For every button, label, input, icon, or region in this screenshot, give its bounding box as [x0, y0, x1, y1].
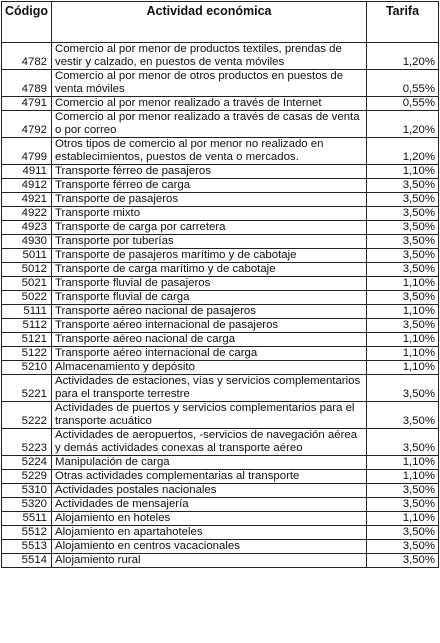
- table-row: [2, 375, 439, 402]
- activity-cell: Alojamiento en apartahoteles: [52, 526, 367, 540]
- activity-cell: Actividades de mensajería: [52, 498, 367, 512]
- code-cell: 4789: [2, 70, 52, 97]
- rate-cell: 3,50%: [367, 221, 439, 235]
- rate-cell: 1,10%: [367, 165, 439, 179]
- table-row: [2, 263, 439, 277]
- table-row: [2, 193, 439, 207]
- table-row: [2, 333, 439, 347]
- code-cell: 5221: [2, 375, 52, 402]
- activity-cell: Alojamiento en hoteles: [52, 512, 367, 526]
- activity-cell: Almacenamiento y depósito: [52, 361, 367, 375]
- activity-rate-table: [1, 1, 439, 568]
- table-row: [2, 165, 439, 179]
- table-row: [2, 43, 439, 70]
- activity-cell: Transporte de carga por carretera: [52, 221, 367, 235]
- table-row: [2, 97, 439, 111]
- activity-cell: Transporte férreo de carga: [52, 179, 367, 193]
- rate-cell: 3,50%: [367, 179, 439, 193]
- code-cell: 5011: [2, 249, 52, 263]
- code-cell: 4923: [2, 221, 52, 235]
- rate-cell: 3,50%: [367, 554, 439, 568]
- activity-cell: Alojamiento en centros vacacionales: [52, 540, 367, 554]
- rate-cell: 1,10%: [367, 361, 439, 375]
- code-cell: 5222: [2, 402, 52, 429]
- table-row: [2, 361, 439, 375]
- code-cell: 5229: [2, 470, 52, 484]
- rate-cell: 3,50%: [367, 207, 439, 221]
- table-row: [2, 291, 439, 305]
- rate-cell: 3,50%: [367, 375, 439, 402]
- activity-cell: Comercio al por menor de otros productos en puestos de venta móviles: [52, 70, 367, 97]
- table-row: [2, 207, 439, 221]
- rate-cell: 1,10%: [367, 277, 439, 291]
- activity-cell: Actividades de puertos y servicios complementarios para el transporte acuático: [52, 402, 367, 429]
- activity-cell: Actividades de estaciones, vías y servicios complementarios para el transporte terrestre: [52, 375, 367, 402]
- code-cell: 4792: [2, 111, 52, 138]
- activity-cell: Transporte férreo de pasajeros: [52, 165, 367, 179]
- code-cell: 4912: [2, 179, 52, 193]
- table-row: [2, 305, 439, 319]
- activity-cell: Manipulación de carga: [52, 456, 367, 470]
- activity-cell: Transporte fluvial de carga: [52, 291, 367, 305]
- table-row: [2, 470, 439, 484]
- header-code: Código: [2, 2, 52, 43]
- activity-cell: Alojamiento rural: [52, 554, 367, 568]
- code-cell: 5012: [2, 263, 52, 277]
- rate-cell: 3,50%: [367, 319, 439, 333]
- activity-cell: Transporte por tuberías: [52, 235, 367, 249]
- table-row: [2, 526, 439, 540]
- table-row: [2, 402, 439, 429]
- activity-cell: Comercio al por menor realizado a través de casas de venta o por correo: [52, 111, 367, 138]
- code-cell: 5021: [2, 277, 52, 291]
- table-row: [2, 319, 439, 333]
- rate-cell: 0,55%: [367, 97, 439, 111]
- header-row: [2, 2, 439, 43]
- activity-cell: Transporte mixto: [52, 207, 367, 221]
- activity-cell: Transporte de pasajeros marítimo y de cabotaje: [52, 249, 367, 263]
- code-cell: 5224: [2, 456, 52, 470]
- activity-cell: Otros tipos de comercio al por menor no realizado en establecimientos, puestos de venta o mercados.: [52, 138, 367, 165]
- activity-cell: Transporte aéreo internacional de pasajeros: [52, 319, 367, 333]
- rate-cell: 3,50%: [367, 235, 439, 249]
- table-row: [2, 512, 439, 526]
- code-cell: 5513: [2, 540, 52, 554]
- table-row: [2, 235, 439, 249]
- table-row: [2, 429, 439, 456]
- code-cell: 5512: [2, 526, 52, 540]
- code-cell: 5310: [2, 484, 52, 498]
- code-cell: 4922: [2, 207, 52, 221]
- table-row: [2, 221, 439, 235]
- rate-cell: 3,50%: [367, 402, 439, 429]
- rate-cell: 1,10%: [367, 305, 439, 319]
- table-row: [2, 456, 439, 470]
- rate-cell: 3,50%: [367, 429, 439, 456]
- table-row: [2, 347, 439, 361]
- rate-cell: 1,20%: [367, 138, 439, 165]
- activity-cell: Actividades postales nacionales: [52, 484, 367, 498]
- activity-cell: Otras actividades complementarias al transporte: [52, 470, 367, 484]
- activity-cell: Actividades de aeropuertos, -servicios de navegación aérea y demás actividades conexas al transporte aéreo: [52, 429, 367, 456]
- rate-cell: 3,50%: [367, 249, 439, 263]
- code-cell: 5514: [2, 554, 52, 568]
- rate-cell: 3,50%: [367, 498, 439, 512]
- activity-cell: Transporte fluvial de pasajeros: [52, 277, 367, 291]
- code-cell: 5111: [2, 305, 52, 319]
- rate-cell: 3,50%: [367, 291, 439, 305]
- code-cell: 5121: [2, 333, 52, 347]
- code-cell: 4791: [2, 97, 52, 111]
- activity-cell: Comercio al por menor realizado a través de Internet: [52, 97, 367, 111]
- rate-cell: 1,10%: [367, 470, 439, 484]
- code-cell: 4921: [2, 193, 52, 207]
- code-cell: 4782: [2, 43, 52, 70]
- code-cell: 4799: [2, 138, 52, 165]
- code-cell: 5223: [2, 429, 52, 456]
- rate-cell: 3,50%: [367, 484, 439, 498]
- rate-cell: 1,10%: [367, 512, 439, 526]
- rate-cell: 1,10%: [367, 347, 439, 361]
- code-cell: 4911: [2, 165, 52, 179]
- rate-cell: 1,20%: [367, 111, 439, 138]
- activity-cell: Transporte aéreo nacional de pasajeros: [52, 305, 367, 319]
- activity-cell: Transporte de carga marítimo y de cabotaje: [52, 263, 367, 277]
- rate-cell: 1,10%: [367, 456, 439, 470]
- table-row: [2, 498, 439, 512]
- rate-cell: 3,50%: [367, 193, 439, 207]
- rate-cell: 3,50%: [367, 540, 439, 554]
- table-row: [2, 540, 439, 554]
- activity-cell: Transporte aéreo nacional de carga: [52, 333, 367, 347]
- table-row: [2, 179, 439, 193]
- table-row: [2, 484, 439, 498]
- rate-cell: 3,50%: [367, 263, 439, 277]
- rate-cell: 1,20%: [367, 43, 439, 70]
- header-rate: Tarifa: [367, 2, 439, 43]
- table-row: [2, 249, 439, 263]
- table-row: [2, 111, 439, 138]
- code-cell: 5022: [2, 291, 52, 305]
- table-row: [2, 70, 439, 97]
- code-cell: 5122: [2, 347, 52, 361]
- activity-cell: Transporte de pasajeros: [52, 193, 367, 207]
- code-cell: 5210: [2, 361, 52, 375]
- activity-cell: Comercio al por menor de productos textiles, prendas de vestir y calzado, en puestos de venta móviles: [52, 43, 367, 70]
- activity-cell: Transporte aéreo internacional de carga: [52, 347, 367, 361]
- rate-cell: 0,55%: [367, 70, 439, 97]
- table-row: [2, 554, 439, 568]
- rate-cell: 3,50%: [367, 526, 439, 540]
- code-cell: 5112: [2, 319, 52, 333]
- code-cell: 5320: [2, 498, 52, 512]
- table-row: [2, 277, 439, 291]
- rate-cell: 1,10%: [367, 333, 439, 347]
- header-activity: Actividad económica: [52, 2, 367, 43]
- table-row: [2, 138, 439, 165]
- code-cell: 5511: [2, 512, 52, 526]
- code-cell: 4930: [2, 235, 52, 249]
